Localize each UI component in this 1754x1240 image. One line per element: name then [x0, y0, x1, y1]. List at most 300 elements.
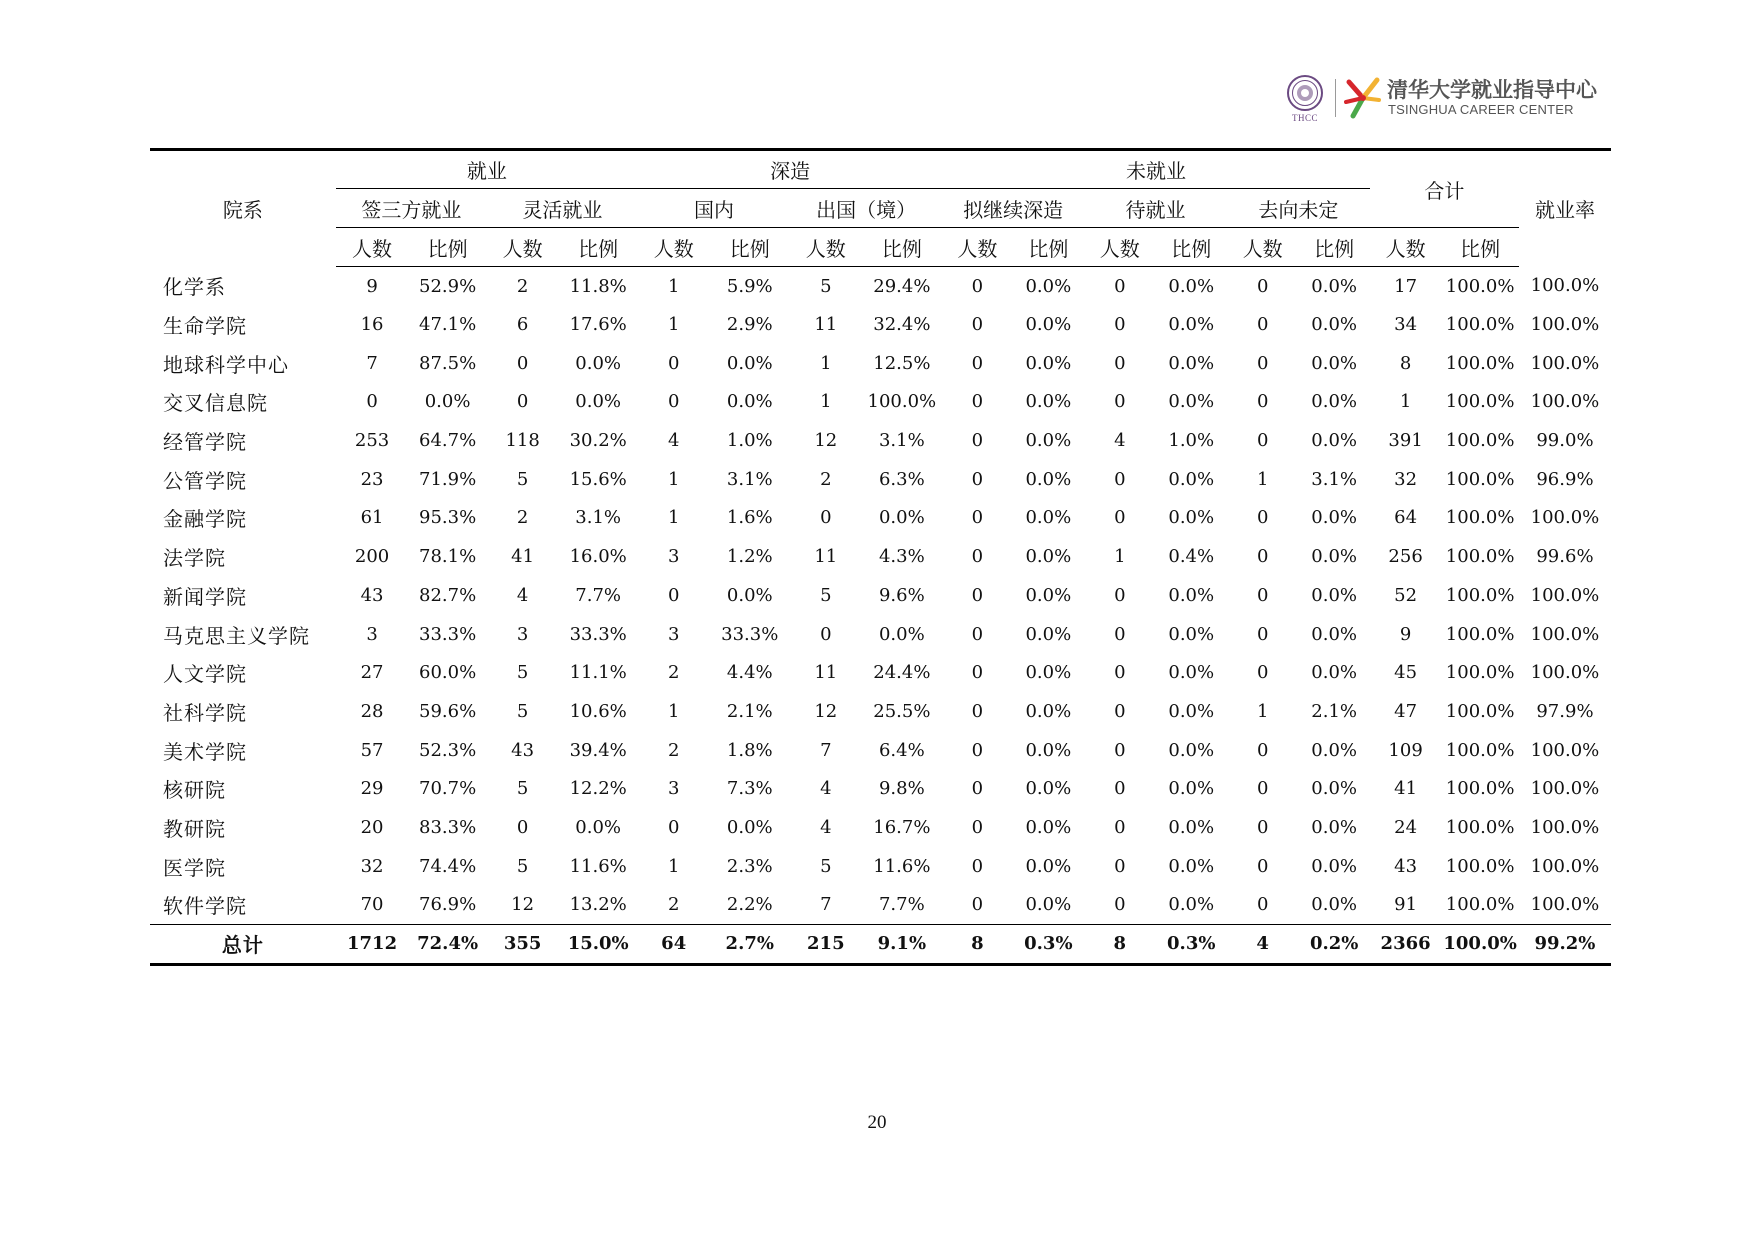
- value-cell: 100.0%: [1530, 584, 1600, 606]
- value-cell: 12: [814, 700, 838, 722]
- table-row: [150, 267, 1611, 306]
- value-cell: 64: [1394, 507, 1418, 529]
- value-cell: 3: [667, 546, 680, 568]
- value-cell: 24.4%: [873, 662, 931, 684]
- dept-name-cell: 生命学院: [163, 314, 247, 339]
- value-cell: 7: [366, 352, 378, 374]
- value-cell: 0.0%: [1025, 700, 1072, 722]
- dept-name-cell: 交叉信息院: [163, 391, 268, 416]
- value-cell: 27: [360, 662, 384, 684]
- value-cell: 7.7%: [575, 584, 622, 606]
- value-cell: 215: [790, 924, 861, 964]
- col-header-dept: 院系: [150, 150, 336, 267]
- value-cell: 1: [820, 352, 832, 374]
- value-cell: 0: [1114, 391, 1126, 413]
- table-row: [150, 421, 1611, 460]
- value-cell: 30.2%: [569, 430, 627, 452]
- value-cell: 52.3%: [419, 739, 477, 761]
- col-header-ratio: 比例: [709, 228, 790, 267]
- value-cell: 47: [1394, 700, 1418, 722]
- value-cell: 8: [1084, 924, 1155, 964]
- value-cell: 0: [1256, 275, 1269, 297]
- value-cell: 33.3%: [569, 623, 627, 645]
- col-header-count: 人数: [1227, 228, 1298, 267]
- value-cell: 0.0%: [1025, 507, 1072, 529]
- value-cell: 11.6%: [569, 855, 627, 877]
- value-cell: 0: [1114, 314, 1126, 336]
- value-cell: 100.0%: [1445, 894, 1515, 916]
- value-cell: 97.9%: [1536, 700, 1594, 722]
- value-cell: 52.9%: [419, 275, 477, 297]
- table-row: [150, 692, 1611, 731]
- value-cell: 100.0%: [1530, 391, 1600, 413]
- value-cell: 0: [516, 352, 529, 374]
- table-row: [150, 615, 1611, 654]
- value-cell: 83.3%: [419, 816, 477, 838]
- value-cell: 0: [1256, 314, 1269, 336]
- value-cell: 4: [516, 584, 529, 606]
- col-header-ratio: 比例: [1441, 228, 1519, 267]
- value-cell: 43: [360, 584, 384, 606]
- col-header-employment-rate: 就业率: [1519, 150, 1611, 267]
- value-cell: 0.0%: [1311, 584, 1358, 606]
- value-cell: 0.0%: [575, 816, 622, 838]
- value-cell: 0.0%: [878, 623, 925, 645]
- col-header-ratio: 比例: [1298, 228, 1369, 267]
- value-cell: 0: [1256, 623, 1269, 645]
- value-cell: 0.0%: [1168, 391, 1215, 413]
- value-cell: 0: [1256, 546, 1269, 568]
- value-cell: 5: [516, 662, 529, 684]
- value-cell: 1: [1256, 700, 1269, 722]
- value-cell: 100.0%: [1445, 855, 1515, 877]
- value-cell: 2: [516, 507, 529, 529]
- value-cell: 2366: [1370, 924, 1441, 964]
- value-cell: 6: [516, 314, 529, 336]
- value-cell: 1: [667, 275, 680, 297]
- value-cell: 11: [814, 314, 838, 336]
- value-cell: 52: [1394, 584, 1418, 606]
- value-cell: 34: [1394, 314, 1418, 336]
- value-cell: 109: [1388, 739, 1423, 761]
- value-cell: 0.0%: [1168, 739, 1215, 761]
- value-cell: 16: [360, 314, 384, 336]
- col-header-tripartite: 签三方就业: [336, 189, 487, 228]
- value-cell: 0.0%: [1311, 391, 1358, 413]
- table-row: [150, 344, 1611, 383]
- value-cell: 0.0%: [1025, 623, 1072, 645]
- value-cell: 4: [1114, 430, 1126, 452]
- value-cell: 99.6%: [1536, 546, 1594, 568]
- value-cell: 0.0%: [1025, 391, 1072, 413]
- value-cell: 47.1%: [419, 314, 477, 336]
- value-cell: 5: [516, 778, 529, 800]
- value-cell: 100.0%: [1530, 778, 1600, 800]
- value-cell: 4: [820, 778, 832, 800]
- value-cell: 29: [360, 778, 384, 800]
- value-cell: 100.0%: [1445, 739, 1515, 761]
- value-cell: 5: [820, 275, 832, 297]
- dept-name-cell: 人文学院: [163, 662, 247, 687]
- value-cell: 0: [971, 391, 984, 413]
- value-cell: 12: [814, 430, 838, 452]
- value-cell: 1.6%: [726, 507, 773, 529]
- value-cell: 0: [1114, 894, 1126, 916]
- col-header-domestic: 国内: [638, 189, 790, 228]
- value-cell: 0.0%: [1311, 352, 1358, 374]
- value-cell: 0: [1256, 430, 1269, 452]
- value-cell: 15.0%: [558, 924, 638, 964]
- value-cell: 0.3%: [1156, 924, 1227, 964]
- value-cell: 0: [971, 584, 984, 606]
- value-cell: 13.2%: [569, 894, 627, 916]
- value-cell: 45: [1394, 662, 1418, 684]
- value-cell: 0.0%: [1025, 855, 1072, 877]
- seal-letters: THCC: [1291, 113, 1318, 123]
- value-cell: 100.0%: [1445, 507, 1515, 529]
- value-cell: 1: [667, 468, 680, 490]
- col-header-employed: 就业: [336, 150, 638, 189]
- value-cell: 0.0%: [1168, 816, 1215, 838]
- value-cell: 0: [1256, 507, 1269, 529]
- value-cell: 0.0%: [1168, 894, 1215, 916]
- value-cell: 0.0%: [1311, 739, 1358, 761]
- value-cell: 0: [1114, 778, 1126, 800]
- value-cell: 100.0%: [1530, 855, 1600, 877]
- value-cell: 100.0%: [1445, 468, 1515, 490]
- value-cell: 0.0%: [1168, 507, 1215, 529]
- col-header-count: 人数: [942, 228, 1012, 267]
- value-cell: 0: [971, 468, 984, 490]
- value-cell: 0.0%: [1025, 468, 1072, 490]
- value-cell: 0: [667, 584, 680, 606]
- value-cell: 0: [971, 700, 984, 722]
- value-cell: 2: [667, 894, 680, 916]
- table-row: [150, 383, 1611, 422]
- value-cell: 70.7%: [419, 778, 477, 800]
- value-cell: 0: [971, 352, 984, 374]
- value-cell: 76.9%: [419, 894, 477, 916]
- value-cell: 0: [1114, 662, 1126, 684]
- value-cell: 200: [354, 546, 390, 568]
- value-cell: 6.3%: [878, 468, 925, 490]
- value-cell: 100.0%: [1445, 275, 1515, 297]
- col-header-planning-study: 拟继续深造: [942, 189, 1084, 228]
- value-cell: 16.7%: [873, 816, 931, 838]
- value-cell: 1.2%: [726, 546, 773, 568]
- value-cell: 0: [820, 623, 832, 645]
- value-cell: 256: [1388, 546, 1423, 568]
- col-header-count: 人数: [336, 228, 408, 267]
- value-cell: 0.0%: [1168, 855, 1215, 877]
- value-cell: 11: [814, 546, 838, 568]
- value-cell: 2: [516, 275, 529, 297]
- col-header-further-study: 深造: [638, 150, 942, 189]
- value-cell: 28: [360, 700, 384, 722]
- value-cell: 9: [1399, 623, 1412, 645]
- col-header-unemployed: 未就业: [942, 150, 1370, 189]
- value-cell: 0: [971, 816, 984, 838]
- value-cell: 0.0%: [1025, 778, 1072, 800]
- value-cell: 4.4%: [726, 662, 773, 684]
- value-cell: 43: [1394, 855, 1418, 877]
- value-cell: 24: [1394, 816, 1418, 838]
- dept-name-cell: 地球科学中心: [163, 352, 289, 377]
- value-cell: 100.0%: [1445, 546, 1515, 568]
- value-cell: 0.0%: [575, 391, 622, 413]
- value-cell: 0: [971, 739, 984, 761]
- value-cell: 74.4%: [419, 855, 477, 877]
- value-cell: 0: [366, 391, 378, 413]
- value-cell: 1: [820, 391, 832, 413]
- value-cell: 9: [366, 275, 378, 297]
- value-cell: 1.0%: [1168, 430, 1215, 452]
- total-row: [150, 924, 1611, 964]
- value-cell: 43: [511, 739, 535, 761]
- value-cell: 0: [1114, 468, 1126, 490]
- value-cell: 100.0%: [1445, 778, 1515, 800]
- value-cell: 0: [971, 662, 984, 684]
- value-cell: 0.0%: [1311, 430, 1358, 452]
- value-cell: 0: [1256, 778, 1269, 800]
- page-number: 20: [867, 1112, 887, 1133]
- value-cell: 3: [667, 778, 680, 800]
- value-cell: 0.0%: [1168, 275, 1215, 297]
- value-cell: 7.7%: [878, 894, 925, 916]
- value-cell: 5: [820, 584, 832, 606]
- dept-name-cell: 经管学院: [163, 430, 247, 455]
- value-cell: 0: [971, 275, 984, 297]
- table-row: [150, 499, 1611, 538]
- col-header-count: 人数: [1370, 228, 1441, 267]
- value-cell: 0: [1114, 352, 1126, 374]
- count-ratio-header-row: [150, 228, 1611, 267]
- value-cell: 253: [354, 430, 390, 452]
- value-cell: 3.1%: [1311, 468, 1358, 490]
- col-header-ratio: 比例: [1156, 228, 1227, 267]
- value-cell: 3.1%: [726, 468, 773, 490]
- value-cell: 64: [638, 924, 709, 964]
- value-cell: 0.0%: [1025, 894, 1072, 916]
- value-cell: 1: [667, 855, 680, 877]
- value-cell: 2.1%: [726, 700, 773, 722]
- table-row: [150, 537, 1611, 576]
- value-cell: 7: [820, 739, 832, 761]
- value-cell: 41: [1394, 778, 1418, 800]
- value-cell: 33.3%: [419, 623, 477, 645]
- value-cell: 72.4%: [408, 924, 487, 964]
- value-cell: 100.0%: [867, 391, 937, 413]
- value-cell: 2.7%: [709, 924, 790, 964]
- value-cell: 61: [360, 507, 384, 529]
- value-cell: 0.0%: [424, 391, 471, 413]
- value-cell: 59.6%: [419, 700, 477, 722]
- value-cell: 100.0%: [1445, 314, 1515, 336]
- value-cell: 91: [1394, 894, 1418, 916]
- table-row: [150, 731, 1611, 770]
- value-cell: 5: [516, 468, 529, 490]
- value-cell: 0.0%: [1168, 468, 1215, 490]
- value-cell: 99.0%: [1536, 430, 1594, 452]
- value-cell: 0.0%: [1025, 739, 1072, 761]
- value-cell: 96.9%: [1536, 468, 1594, 490]
- value-cell: 5: [516, 700, 529, 722]
- value-cell: 0: [1114, 507, 1126, 529]
- value-cell: 3: [366, 623, 378, 645]
- value-cell: 0: [971, 623, 984, 645]
- value-cell: 0: [971, 546, 984, 568]
- value-cell: 6.4%: [878, 739, 925, 761]
- table-row: [150, 769, 1611, 808]
- value-cell: 0.0%: [1311, 623, 1358, 645]
- value-cell: 0.0%: [1025, 662, 1072, 684]
- value-cell: 25.5%: [873, 700, 931, 722]
- value-cell: 0.0%: [1025, 816, 1072, 838]
- value-cell: 3: [667, 623, 680, 645]
- value-cell: 5: [820, 855, 832, 877]
- value-cell: 0: [667, 352, 680, 374]
- value-cell: 0: [1256, 584, 1269, 606]
- value-cell: 33.3%: [721, 623, 779, 645]
- dept-name-cell: 金融学院: [163, 507, 247, 532]
- logo-name-cn: 清华大学就业指导中心: [1387, 78, 1597, 102]
- value-cell: 11.1%: [569, 662, 627, 684]
- value-cell: 0: [1114, 739, 1126, 761]
- value-cell: 0.0%: [1311, 855, 1358, 877]
- value-cell: 0.0%: [1311, 507, 1358, 529]
- value-cell: 2.3%: [726, 855, 773, 877]
- value-cell: 0: [1114, 623, 1126, 645]
- value-cell: 0: [1256, 894, 1269, 916]
- table-row: [150, 576, 1611, 615]
- value-cell: 0: [1256, 816, 1269, 838]
- value-cell: 64.7%: [419, 430, 477, 452]
- value-cell: 0.0%: [575, 352, 622, 374]
- dept-name-cell: 化学系: [163, 275, 226, 300]
- value-cell: 8: [1399, 352, 1412, 374]
- table-row: [150, 460, 1611, 499]
- value-cell: 100.0%: [1445, 391, 1515, 413]
- value-cell: 100.0%: [1445, 700, 1515, 722]
- col-header-flexible: 灵活就业: [487, 189, 638, 228]
- value-cell: 1: [667, 314, 680, 336]
- col-header-count: 人数: [1084, 228, 1155, 267]
- col-header-abroad: 出国（境）: [790, 189, 942, 228]
- value-cell: 0: [516, 816, 529, 838]
- value-cell: 17.6%: [569, 314, 627, 336]
- value-cell: 0: [971, 430, 984, 452]
- value-cell: 0.0%: [1168, 700, 1215, 722]
- table-row: [150, 886, 1611, 925]
- value-cell: 1.0%: [726, 430, 773, 452]
- value-cell: 82.7%: [419, 584, 477, 606]
- value-cell: 0.0%: [1025, 275, 1072, 297]
- value-cell: 5.9%: [726, 275, 773, 297]
- value-cell: 3.1%: [575, 507, 622, 529]
- col-header-ratio: 比例: [558, 228, 638, 267]
- value-cell: 29.4%: [873, 275, 931, 297]
- table-row: [150, 653, 1611, 692]
- value-cell: 0.0%: [878, 507, 925, 529]
- value-cell: 87.5%: [419, 352, 477, 374]
- table-row: [150, 808, 1611, 847]
- value-cell: 0.0%: [1168, 352, 1215, 374]
- table-row: [150, 305, 1611, 344]
- value-cell: 32: [1394, 468, 1418, 490]
- value-cell: 71.9%: [419, 468, 477, 490]
- value-cell: 0.3%: [1013, 924, 1084, 964]
- col-header-total: 合计: [1370, 150, 1519, 228]
- value-cell: 5: [516, 855, 529, 877]
- col-header-count: 人数: [638, 228, 709, 267]
- value-cell: 0: [667, 816, 680, 838]
- value-cell: 0.0%: [1168, 778, 1215, 800]
- value-cell: 100.0%: [1445, 623, 1515, 645]
- dept-name-cell: 软件学院: [163, 894, 247, 919]
- career-star-icon: [1343, 76, 1383, 120]
- value-cell: 4: [820, 816, 832, 838]
- value-cell: 0: [1256, 739, 1269, 761]
- value-cell: 0: [1256, 391, 1269, 413]
- dept-name-cell: 医学院: [163, 855, 226, 880]
- value-cell: 100.0%: [1445, 816, 1515, 838]
- value-cell: 100.0%: [1530, 507, 1600, 529]
- value-cell: 17: [1394, 275, 1418, 297]
- table-row: [150, 847, 1611, 886]
- value-cell: 0: [1256, 662, 1269, 684]
- value-cell: 0: [820, 507, 832, 529]
- value-cell: 0.0%: [1311, 816, 1358, 838]
- value-cell: 0.0%: [1168, 314, 1215, 336]
- value-cell: 23: [360, 468, 384, 490]
- value-cell: 100.0%: [1530, 623, 1600, 645]
- value-cell: 78.1%: [419, 546, 477, 568]
- value-cell: 391: [1388, 430, 1423, 452]
- value-cell: 0.0%: [1168, 662, 1215, 684]
- dept-name-cell: 社科学院: [163, 700, 247, 725]
- value-cell: 0.0%: [1311, 894, 1358, 916]
- value-cell: 11.6%: [873, 855, 931, 877]
- value-cell: 100.0%: [1530, 816, 1600, 838]
- value-cell: 99.2%: [1519, 924, 1611, 964]
- value-cell: 9.8%: [878, 778, 925, 800]
- value-cell: 0.2%: [1298, 924, 1369, 964]
- value-cell: 2: [667, 739, 680, 761]
- value-cell: 2.1%: [1311, 700, 1358, 722]
- value-cell: 15.6%: [569, 468, 627, 490]
- value-cell: 0.0%: [1025, 352, 1072, 374]
- value-cell: 100.0%: [1441, 924, 1519, 964]
- col-header-undecided: 去向未定: [1227, 189, 1370, 228]
- value-cell: 11.8%: [569, 275, 627, 297]
- value-cell: 0: [971, 314, 984, 336]
- value-cell: 100.0%: [1530, 275, 1600, 297]
- value-cell: 57: [360, 739, 384, 761]
- value-cell: 0: [1114, 855, 1126, 877]
- value-cell: 0: [1256, 855, 1269, 877]
- value-cell: 0.0%: [1025, 584, 1072, 606]
- value-cell: 10.6%: [569, 700, 627, 722]
- dept-name-cell: 新闻学院: [163, 584, 247, 609]
- col-header-ratio: 比例: [408, 228, 487, 267]
- value-cell: 0.0%: [726, 391, 773, 413]
- value-cell: 0.0%: [1311, 778, 1358, 800]
- value-cell: 70: [360, 894, 384, 916]
- value-cell: 100.0%: [1530, 352, 1600, 374]
- value-cell: 100.0%: [1530, 314, 1600, 336]
- value-cell: 20: [360, 816, 384, 838]
- value-cell: 0: [1256, 352, 1269, 374]
